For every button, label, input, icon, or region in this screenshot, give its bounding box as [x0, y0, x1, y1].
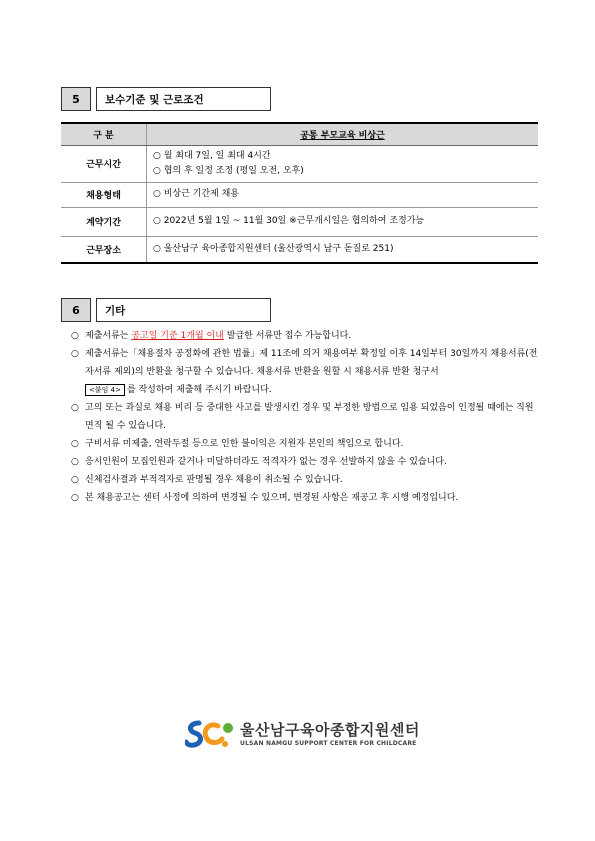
- row-content-contract-period: ○ 2022년 5월 1일 ~ 11월 30일 ※근무개시일은 협의하여 조정가능: [147, 207, 539, 236]
- table-row: [61, 145, 538, 182]
- list-item: ○ 제출서류는「채용절차 공정화에 관한 법률」제 11조에 의거 채용여부 확정일 이후 14일부터 30일까지 채용서류(전자서류 제외)의 반환을 청구할 수 있습니다. 채용서류 반환을 원할 시 채용서류 반환 청구서 <붙임 4> 를 작성하여 제출해 주시기 바랍니다.: [71, 345, 541, 399]
- row-content-work-location: ○ 울산남구 육아종합지원센터 (울산광역시 남구 돋질로 251): [147, 236, 539, 263]
- section-6-header: [61, 298, 271, 322]
- bullet-icon: ○: [71, 457, 79, 467]
- bullet-icon: ○: [71, 349, 79, 359]
- section-5-title: 보수기준 및 근로조건: [96, 87, 271, 111]
- list-item: ○ 신체검사결과 부적격자로 판명될 경우 채용이 취소될 수 있습니다.: [71, 471, 541, 489]
- bullet-icon: ○: [71, 403, 79, 413]
- row-label-work-location: 근무장소: [61, 236, 147, 263]
- row-label-employment-type: 채용형태: [61, 182, 147, 207]
- bullet-icon: ○: [71, 493, 79, 503]
- bullet-icon: ○: [71, 331, 79, 341]
- row-label-work-hours: 근무시간: [61, 145, 147, 182]
- highlight-deadline: 공고일 기준 1개월 이내: [131, 331, 224, 341]
- section-6-number: 6: [61, 298, 91, 322]
- working-conditions-table: [61, 122, 538, 264]
- center-logo-mark-icon: [185, 717, 235, 751]
- section-6-title: 기타: [96, 298, 271, 322]
- row-content-work-hours: ○ 월 최대 7일, 일 최대 4시간 ○ 협의 후 일정 조정 (평일 오전, 오후): [147, 145, 539, 182]
- table-row: [61, 207, 538, 236]
- table-row: [61, 182, 538, 207]
- center-name-korean: 울산남구육아종합지원센터: [240, 720, 420, 739]
- section-5-header: [61, 87, 271, 111]
- bullet-icon: ○: [71, 439, 79, 449]
- table-row: [61, 236, 538, 263]
- table-header-category: 구 분: [61, 123, 147, 145]
- list-item: ○ 응시인원이 모집인원과 같거나 미달하더라도 적격자가 없는 경우 선발하지 않을 수 있습니다.: [71, 453, 541, 471]
- list-item: ○ 구비서류 미제출, 연락두절 등으로 인한 불이익은 지원자 본인의 책임으로 합니다.: [71, 435, 541, 453]
- section-5-number: 5: [61, 87, 91, 111]
- center-name-english: ULSAN NAMGU SUPPORT CENTER FOR CHILDCARE: [240, 739, 417, 747]
- table-header-position: 공통 부모교육 비상근: [147, 123, 539, 145]
- bullet-icon: ○: [71, 475, 79, 485]
- list-item: ○ 고의 또는 과실로 채용 비리 등 중대한 사고를 발생시킨 경우 및 부정한 방법으로 임용 되었음이 인정될 때에는 직원면직 될 수 있습니다.: [71, 399, 541, 435]
- list-item: ○ 본 채용공고는 센터 사정에 의하여 변경될 수 있으며, 변경된 사항은 재공고 후 시행 예정입니다.: [71, 489, 541, 507]
- table-header-row: [61, 123, 538, 145]
- notes-list: [71, 327, 541, 507]
- list-item: ○ 제출서류는 공고일 기준 1개월 이내 발급한 서류만 접수 가능합니다.: [71, 327, 541, 345]
- attachment-badge: <붙임 4>: [85, 384, 125, 396]
- center-logo: [185, 717, 420, 751]
- row-content-employment-type: ○ 비상근 기간제 채용: [147, 182, 539, 207]
- row-label-contract-period: 계약기간: [61, 207, 147, 236]
